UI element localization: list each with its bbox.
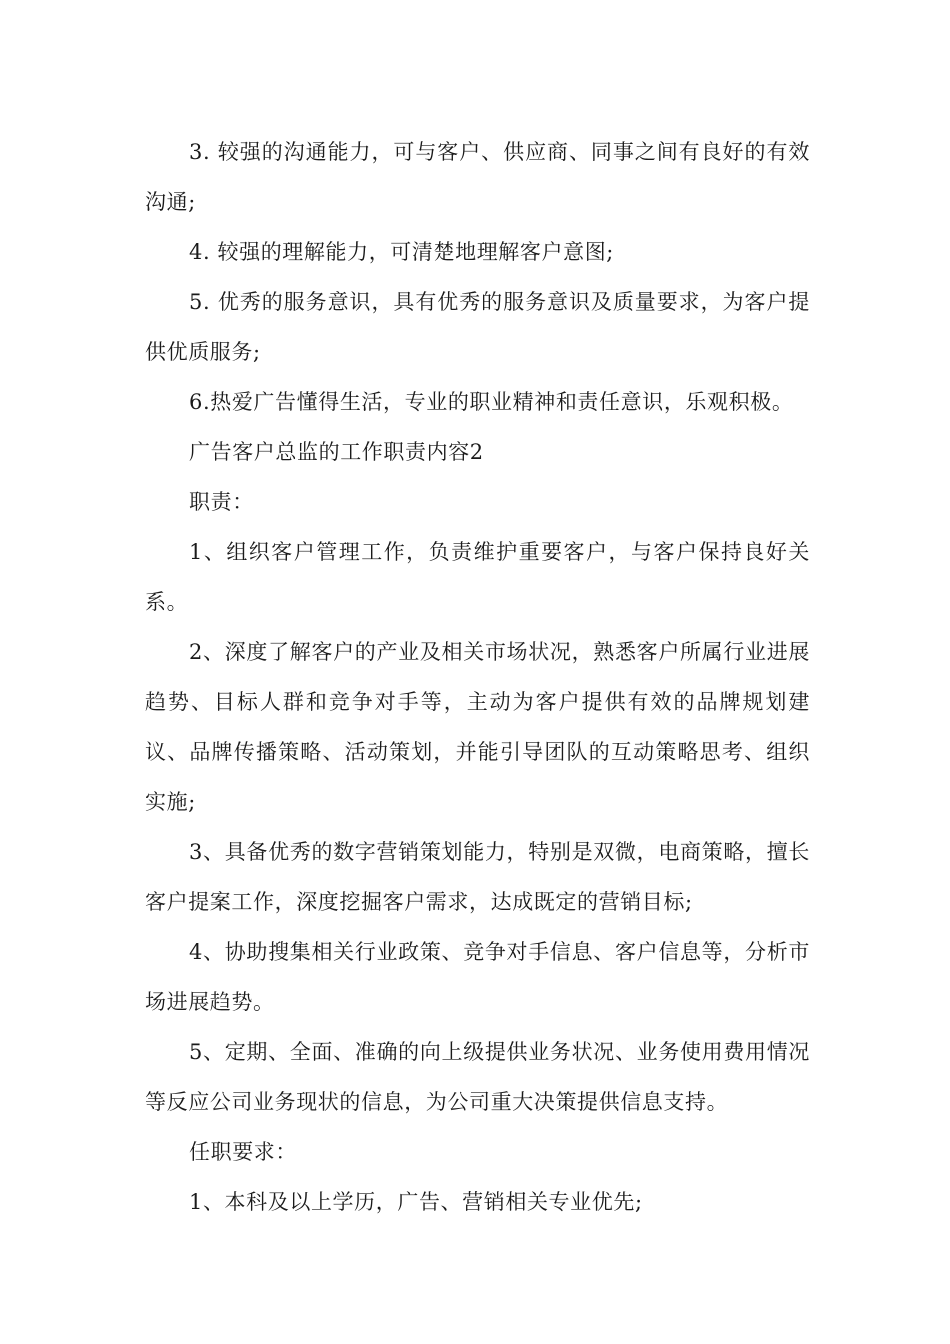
paragraph-requirement-6: 6.热爱广告懂得生活，专业的职业精神和责任意识，乐观积极。 xyxy=(189,390,794,414)
paragraph-duty-5: 5、定期、全面、准确的向上级提供业务状况、业务使用费用情况等反应公司业务现状的信息，为公司重大决策提供信息支持。 xyxy=(145,1040,810,1114)
paragraph-qualification-1: 1、本科及以上学历，广告、营销相关专业优先; xyxy=(189,1190,643,1214)
document-body xyxy=(145,127,810,1227)
paragraph-duty-2: 2、深度了解客户的产业及相关市场状况，熟悉客户所属行业进展趋势、目标人群和竞争对手等，主动为客户提供有效的品牌规划建议、品牌传播策略、活动策划，并能引导团队的互动策略思考、组织实施; xyxy=(145,640,810,814)
qualifications-heading: 任职要求： xyxy=(189,1140,297,1164)
paragraph-duty-1: 1、组织客户管理工作，负责维护重要客户，与客户保持良好关系。 xyxy=(145,540,810,614)
paragraph-requirement-4: 4. 较强的理解能力，可清楚地理解客户意图; xyxy=(189,240,614,264)
section-heading: 广告客户总监的工作职责内容2 xyxy=(189,440,484,464)
duties-heading: 职责： xyxy=(189,490,254,514)
paragraph-duty-3: 3、具备优秀的数字营销策划能力，特别是双微，电商策略，擅长客户提案工作，深度挖掘客户需求，达成既定的营销目标; xyxy=(145,840,810,914)
paragraph-duty-4: 4、协助搜集相关行业政策、竞争对手信息、客户信息等，分析市场进展趋势。 xyxy=(145,940,810,1014)
paragraph-requirement-3: 3. 较强的沟通能力，可与客户、供应商、同事之间有良好的有效沟通; xyxy=(145,140,810,214)
paragraph-requirement-5: 5. 优秀的服务意识，具有优秀的服务意识及质量要求，为客户提供优质服务; xyxy=(145,290,810,364)
